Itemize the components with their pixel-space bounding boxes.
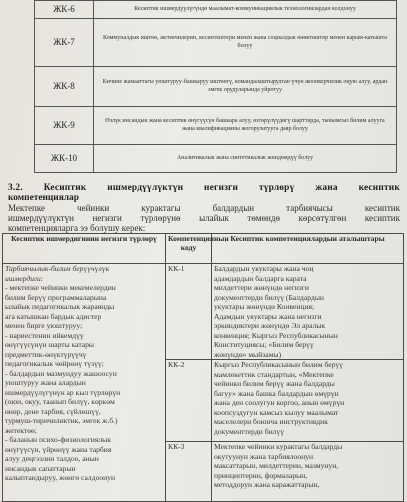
activity-text-line: ишмердүүлүгүнүн ар кыл түрлөрүн: [5, 387, 121, 397]
activity-text-line: өнүгүүсүн, үйрөнүү жана тарбия: [5, 444, 112, 454]
competency-text-line: Мектепке чейинки курактагы балдарды: [214, 442, 343, 451]
competency-text: Өзлүк инсандык жана кесиптик өнүгүүсүн башкара алуу, өзгөрүлүүдөгү шарттарда, тынымсыз билим алууга жана квалификацияны жогорулатууга даяр болуу: [94, 107, 397, 145]
section-heading-continued: компетенциялар: [8, 193, 79, 203]
competency-text-line: Кыргыз Республикасынын билим берүү: [214, 360, 343, 369]
competency-text-line: Балдардын укуктары жана чоң: [214, 264, 314, 273]
competency-text-line: чейинки билим берүү жана балдарды: [214, 379, 335, 388]
activity-text-line: калыптандыруу, жөнгө салдоонун: [5, 473, 116, 482]
column-header-activity-types: Кесиптик ишмердигинин негизги түрлөрү: [3, 234, 166, 264]
activity-text-line: - нариестенин ийкемдүү: [5, 330, 84, 340]
competency-code: ЖК-6: [35, 1, 94, 19]
competency-text-line: принциптерин, формаларын,: [214, 470, 308, 480]
activity-text-line: инсандык сапаттарын: [5, 463, 76, 473]
competency-name-cell: [212, 360, 404, 442]
competency-table-main: [2, 233, 404, 502]
column-header-competency-names: Кесиптик компетенциялардын аталыштары: [212, 234, 404, 264]
activity-text-line: Тарбиячылык-билим берүүчүлүк: [5, 264, 110, 273]
competency-name-text: [214, 442, 401, 490]
column-header-competency-code: Компетенциянын коду: [166, 234, 212, 264]
competency-text-line: коопсуздугун камсыз кылуу маалымат: [214, 407, 339, 417]
competency-code: ЖК-8: [35, 67, 94, 107]
activity-text-line: - баланын психо-физиологиялык: [5, 435, 111, 444]
activity-text-line: алуу деңгээлин талдоо, анын: [5, 454, 99, 463]
section-heading: 3.2. Кесиптик ишмердүүлүктүн негизги түрлөрү жана кесиптик: [8, 183, 400, 193]
activity-text-line: турмуш-тиричиликтик, эмгек ж.б.): [5, 416, 118, 425]
competency-text-line: конвенция; Кыргыз Республикасынын: [214, 330, 338, 340]
competency-text: Кичине жамааттагы уюштуруу-башкаруу иштөөгү, командалаштырулган үчүн жоопкерчилик оңую алуу, ардан эмгек орудуларында уйротуу: [94, 67, 397, 107]
activity-text-line: жетектөө;: [5, 425, 37, 435]
competency-name-cell: [212, 264, 404, 360]
activity-text-line: (оюн, окуу, таанып билүү, көркөм: [5, 397, 115, 406]
paragraph-line: Мектепке чейинки курактагы балдардын тарбиячысы кесиптик: [8, 203, 400, 213]
competency-text-line: укуктары жөнүндө Конвенция;: [214, 302, 315, 311]
activity-types-cell: [3, 264, 166, 502]
competency-name-text: [214, 264, 401, 359]
activity-text-line: предметтик-өнүктүрүүчү: [5, 349, 87, 359]
table-row: [35, 19, 397, 67]
competency-code: КК-1: [166, 264, 212, 360]
table-row: [3, 264, 404, 360]
competency-text: Кесиптик ишмердүүлүгүндө маалымат-коммуникациялык технологиялардан колдонуу: [94, 1, 397, 19]
competency-text-line: мамлекеттик стандартын, «Мектепке: [214, 369, 334, 379]
competency-text-line: методдорун жана каражаттарын,: [214, 480, 320, 489]
competency-code: ЖК-7: [35, 19, 94, 67]
competency-text: Коммуналдык иштөө, жетекчилерин, кесиптештери менен жана социалдык өнөктөштөр менен карым-катышта болуу: [94, 19, 397, 67]
paragraph-line: ишмердүүлүктүн негизги түрлөрүнө ылайык төмөндө көрсөтүлгөн кесиптик: [8, 213, 400, 223]
competency-text-line: максаттарын, милдеттерин, мазмунун,: [214, 461, 339, 470]
table-row: [35, 145, 397, 173]
activity-types-text: [5, 264, 163, 483]
competency-text-line: эркиндиктери жөнүндө Эл аралык: [214, 321, 326, 330]
competency-name-text: [214, 360, 401, 436]
competency-text-line: жана ден соолугун коргоо, анын өмүрүн: [214, 398, 345, 407]
competency-code: ЖК-10: [35, 145, 94, 173]
competency-text-line: жөнүндө» мыйзамы): [214, 349, 282, 359]
activity-text-line: уюштуруу жана алардын: [5, 378, 86, 387]
table-row: [35, 1, 397, 19]
paragraph-line: компетенцияларга ээ болушу керек:: [8, 223, 146, 233]
competency-text-line: Адамдын укуктары жана негизги: [214, 311, 322, 321]
competency-text-line: милдеттери жөнүндө негизги: [214, 283, 309, 292]
competency-table-top: [34, 0, 397, 173]
activity-text-line: өнүгүүсүнүн шарты катары: [5, 340, 95, 349]
activity-text-line: ишмердиги:: [5, 273, 44, 283]
competency-text-line: документтерди билүү (Балдардын: [214, 292, 324, 302]
competency-code: КК-3: [166, 442, 212, 502]
activity-text-line: менен бирге уюштуруу;: [5, 321, 83, 330]
competency-text-line: Конституциясы; «Билим берүү: [214, 340, 314, 349]
competency-text-line: багуу» жана башка балдардын өмүрүн: [214, 388, 339, 398]
activity-text-line: - мектепке чейинки мекемелердин: [5, 283, 116, 292]
competency-text-line: документтерди билүү: [214, 426, 285, 436]
table-row: [35, 67, 397, 107]
activity-text-line: ылайык педагогикалык жараянды: [5, 302, 115, 311]
activity-text-line: - балдардын мазмундуу жашоосун: [5, 368, 117, 378]
competency-text-line: адамдардын балдарга карата: [214, 273, 307, 283]
table-header-row: [3, 234, 404, 264]
competency-text: Аналитикалык жана синтетикалык жөндөмдүү болуу: [94, 145, 397, 173]
competency-code: КК-2: [166, 360, 212, 442]
competency-text-line: окутуунун жана тарбиялоонун: [214, 451, 314, 461]
activity-text-line: билим берүү программаларына: [5, 292, 107, 302]
competency-name-cell: [212, 442, 404, 502]
activity-text-line: педагогикалык чөйрөнү түзүү;: [5, 359, 104, 368]
competency-text-line: маселелери боюнча инструктивдик: [214, 417, 328, 426]
activity-text-line: ага катышкан бардык адистер: [5, 311, 102, 321]
activity-text-line: өнөр, дене тарбия, сүйлөшүү,: [5, 406, 101, 416]
competency-code: ЖК-9: [35, 107, 94, 145]
table-row: [35, 107, 397, 145]
